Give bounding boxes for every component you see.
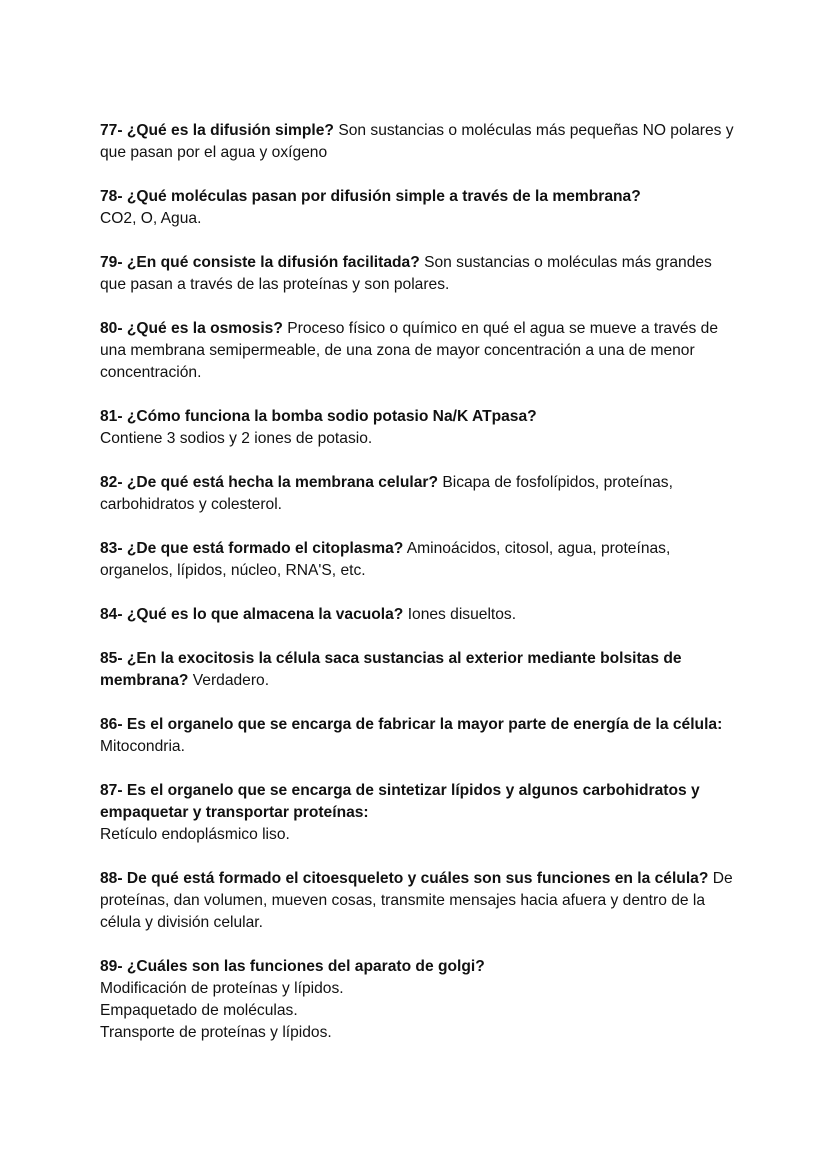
qa-item-83 [100, 538, 740, 582]
answer-89-line-1: Modificación de proteínas y lípidos. [100, 980, 344, 997]
question-88: 88- De qué está formado el citoesqueleto y cuáles son sus funciones en la célula? [100, 870, 709, 887]
qa-item-80 [100, 318, 740, 384]
question-87: 87- Es el organelo que se encarga de sintetizar lípidos y algunos carbohidratos y empaquetar y transportar proteínas: [100, 782, 700, 821]
question-84: 84- ¿Qué es lo que almacena la vacuola? [100, 606, 404, 623]
qa-item-86 [100, 714, 740, 758]
document-page [100, 120, 740, 1066]
question-78: 78- ¿Qué moléculas pasan por difusión simple a través de la membrana? [100, 188, 641, 205]
answer-89-line-2: Empaquetado de moléculas. [100, 1002, 298, 1019]
question-82: 82- ¿De qué está hecha la membrana celular? [100, 474, 438, 491]
answer-84: Iones disueltos. [407, 606, 517, 623]
question-86: 86- Es el organelo que se encarga de fabricar la mayor parte de energía de la célula: [100, 716, 723, 733]
answer-78: CO2, O, Agua. [100, 210, 202, 227]
answer-88: De proteínas, dan volumen, mueven cosas, transmite mensajes hacia afuera y dentro de la célula y división celular. [100, 870, 733, 931]
answer-85: Verdadero. [192, 672, 270, 689]
qa-item-85 [100, 648, 740, 692]
qa-item-88 [100, 868, 740, 934]
answer-82: Bicapa de fosfolípidos, proteínas, carbohidratos y colesterol. [100, 474, 673, 513]
answer-86: Mitocondria. [100, 738, 185, 755]
question-79: 79- ¿En qué consiste la difusión facilitada? [100, 254, 420, 271]
qa-item-77 [100, 120, 740, 164]
answer-79: Son sustancias o moléculas más grandes que pasan a través de las proteínas y son polares. [100, 254, 712, 293]
qa-item-78 [100, 186, 740, 230]
answer-89-line-3: Transporte de proteínas y lípidos. [100, 1024, 332, 1041]
question-81: 81- ¿Cómo funciona la bomba sodio potasio Na/K ATpasa? [100, 408, 537, 425]
question-83: 83- ¿De que está formado el citoplasma? [100, 540, 404, 557]
answer-81: Contiene 3 sodios y 2 iones de potasio. [100, 430, 373, 447]
qa-item-84 [100, 604, 740, 626]
qa-item-81 [100, 406, 740, 450]
qa-item-82 [100, 472, 740, 516]
answer-77: Son sustancias o moléculas más pequeñas NO polares y que pasan por el agua y oxígeno [100, 122, 734, 161]
question-77: 77- ¿Qué es la difusión simple? [100, 122, 334, 139]
question-85: 85- ¿En la exocitosis la célula saca sustancias al exterior mediante bolsitas de membrana? [100, 650, 682, 689]
qa-item-89 [100, 956, 740, 1044]
question-80: 80- ¿Qué es la osmosis? [100, 320, 283, 337]
answer-83: Aminoácidos, citosol, agua, proteínas, organelos, lípidos, núcleo, RNA'S, etc. [100, 540, 671, 579]
qa-item-79 [100, 252, 740, 296]
question-89: 89- ¿Cuáles son las funciones del aparato de golgi? [100, 958, 485, 975]
answer-87: Retículo endoplásmico liso. [100, 826, 290, 843]
qa-item-87 [100, 780, 740, 846]
answer-80: Proceso físico o químico en qué el agua se mueve a través de una membrana semipermeable, de una zona de mayor concentración a una de menor concentración. [100, 320, 719, 381]
